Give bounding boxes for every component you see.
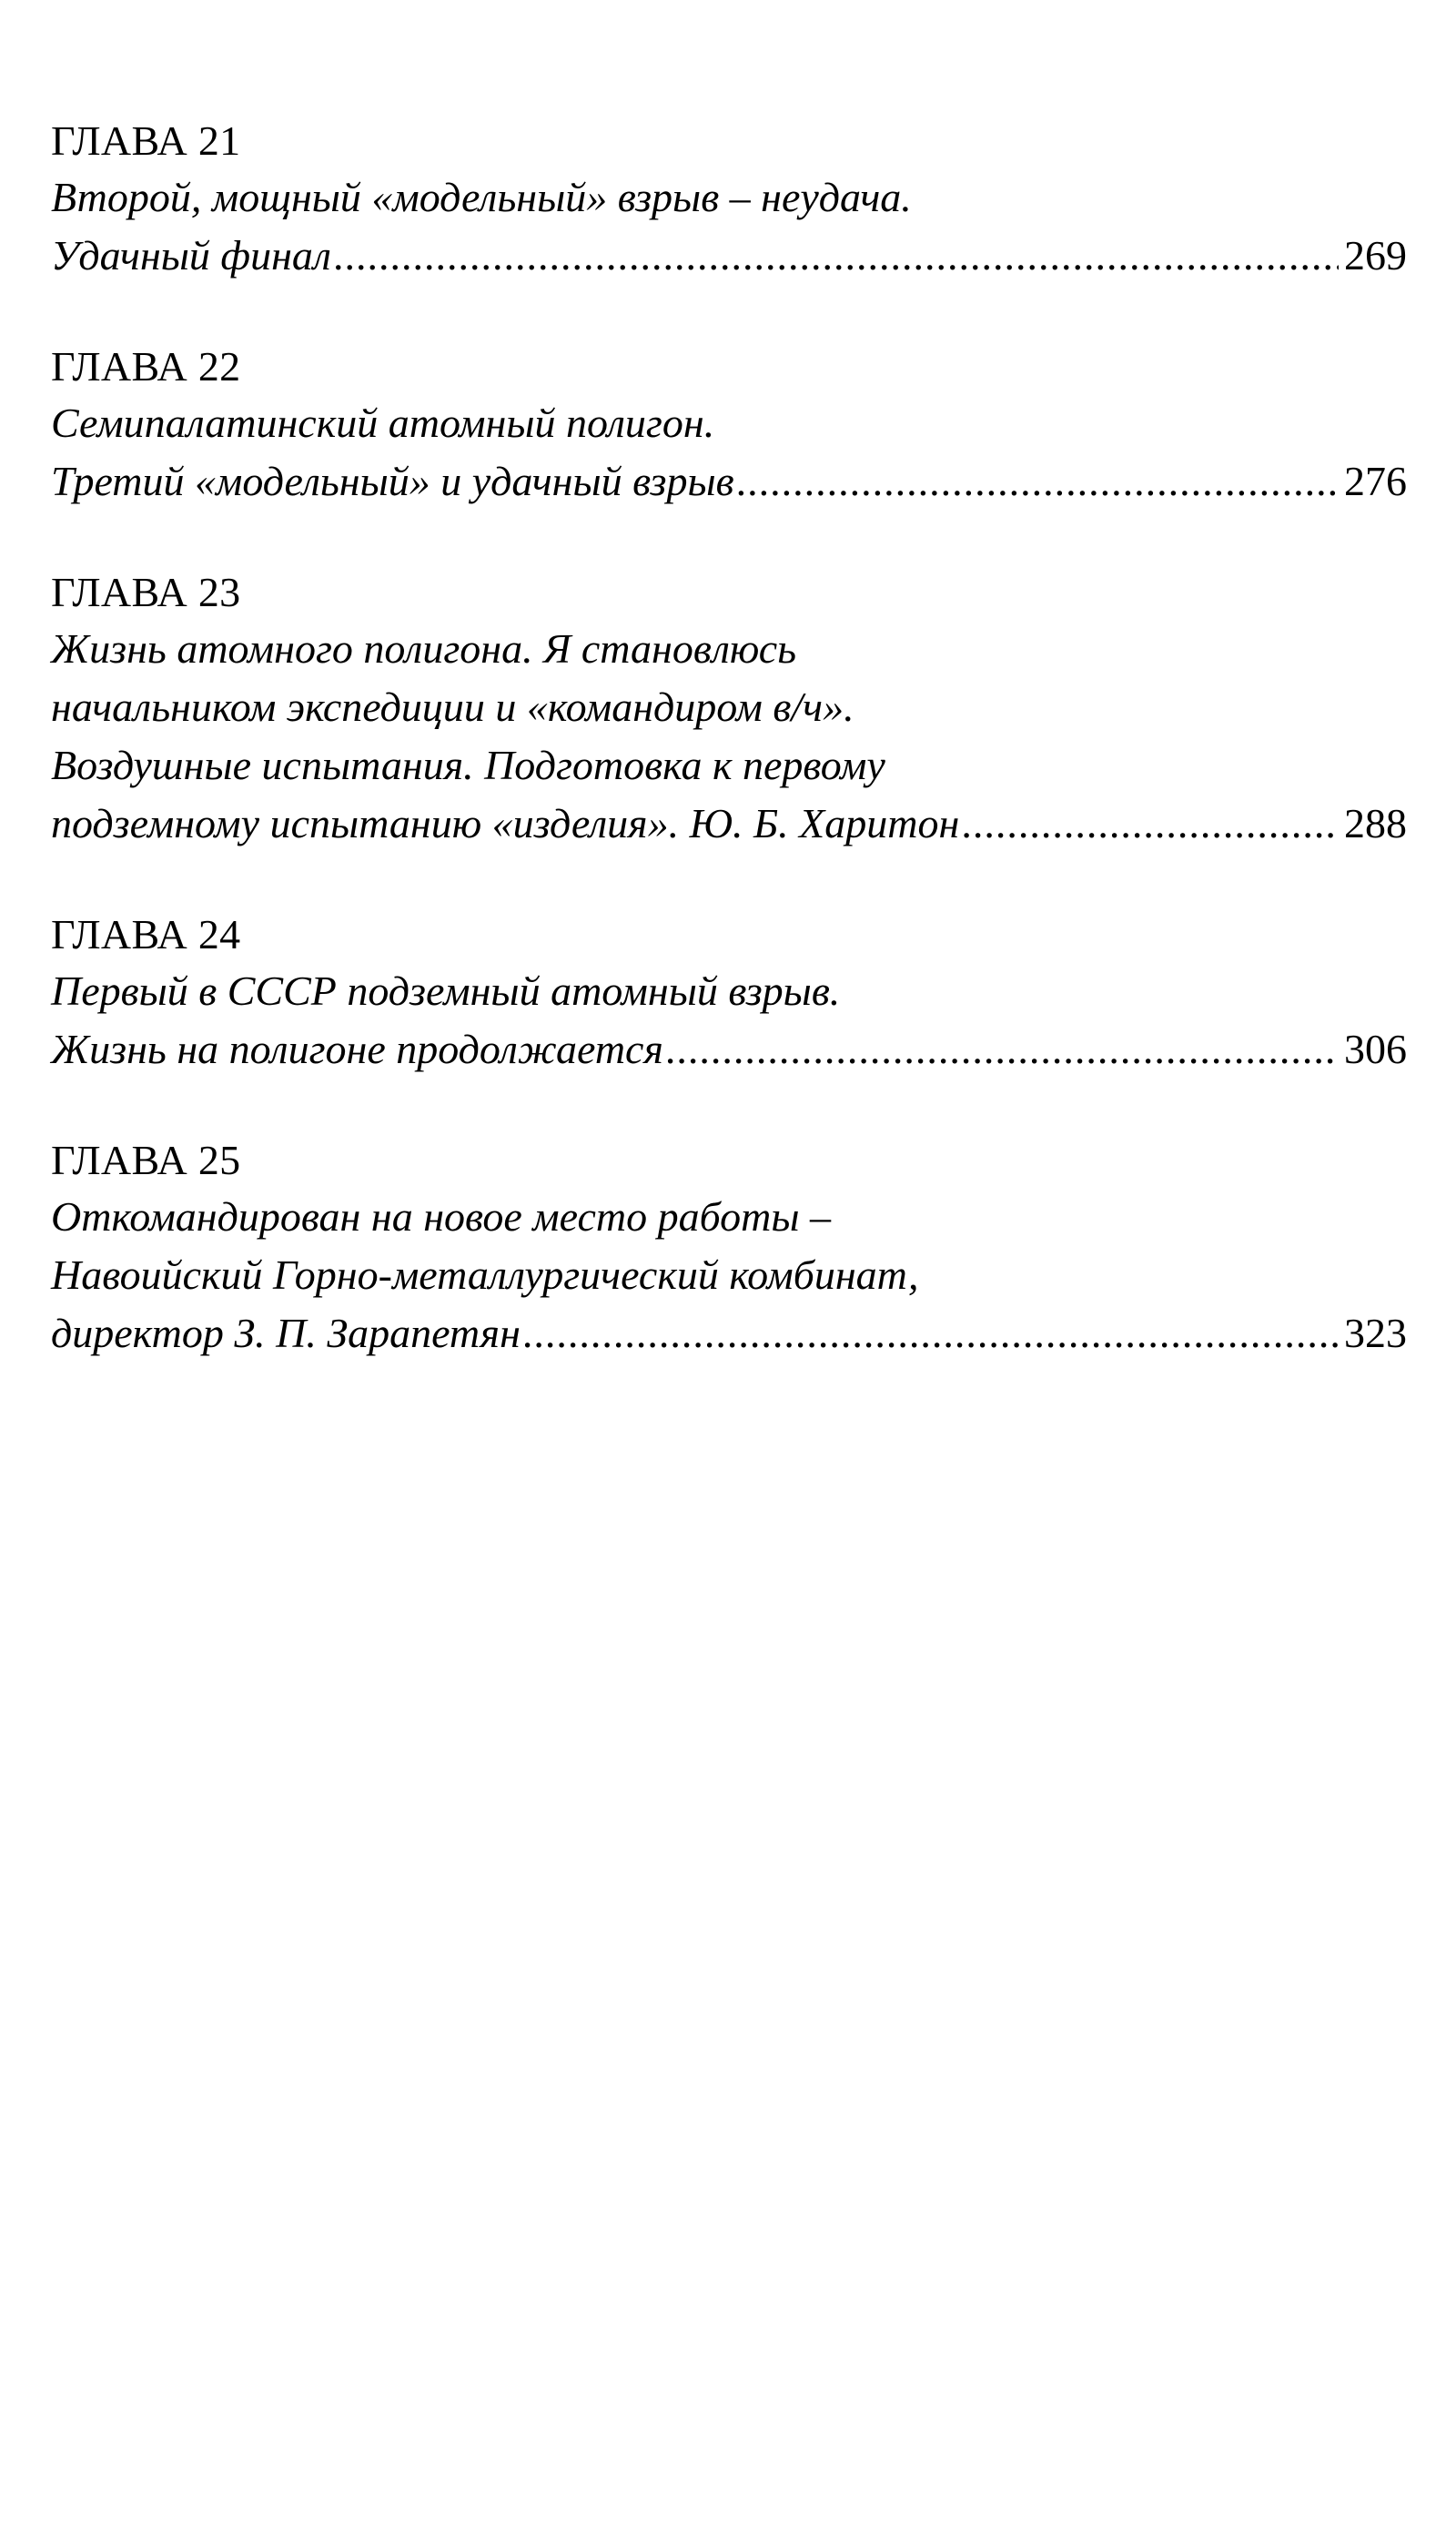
chapter-title-line: Навоийский Горно-металлургический комбинат, xyxy=(51,1251,919,1298)
chapter-heading: ГЛАВА 23 xyxy=(51,569,241,615)
chapter-title-line: Жизнь на полигоне продолжается xyxy=(51,1026,663,1072)
dot-leader xyxy=(959,795,1339,853)
chapter-title-line: Удачный финал xyxy=(51,232,331,279)
chapter-title-last-line xyxy=(51,795,1407,853)
chapter-heading: ГЛАВА 22 xyxy=(51,343,241,390)
chapter-title-line: Семипалатинский атомный полигон. xyxy=(51,400,715,446)
page-number: 288 xyxy=(1344,800,1407,846)
chapter-heading: ГЛАВА 21 xyxy=(51,117,241,164)
chapter-title-line: Воздушные испытания. Подготовка к первому xyxy=(51,742,885,788)
chapter-heading: ГЛАВА 24 xyxy=(51,911,241,958)
chapter-title-last-line xyxy=(51,1304,1407,1363)
toc-entry-chapter-24 xyxy=(51,907,1407,1079)
toc-entry-chapter-23 xyxy=(51,565,1407,853)
toc-entry-chapter-25 xyxy=(51,1133,1407,1363)
dot-leader xyxy=(331,227,1339,285)
chapter-title-last-line xyxy=(51,227,1407,285)
chapter-title-line: директор З. П. Зарапетян xyxy=(51,1310,521,1356)
dot-leader xyxy=(521,1304,1339,1363)
page-number: 276 xyxy=(1344,458,1407,504)
toc-entry-chapter-22 xyxy=(51,339,1407,511)
table-of-contents xyxy=(51,114,1407,1417)
chapter-title-last-line xyxy=(51,1020,1407,1079)
dot-leader xyxy=(663,1020,1339,1079)
chapter-title-line: подземному испытанию «изделия». Ю. Б. Харитон xyxy=(51,800,960,846)
chapter-title-line: Жизнь атомного полигона. Я становлюсь xyxy=(51,625,797,672)
chapter-title-line: Первый в СССР подземный атомный взрыв. xyxy=(51,968,841,1014)
page-number: 306 xyxy=(1344,1026,1407,1072)
toc-entry-chapter-21 xyxy=(51,114,1407,285)
chapter-heading: ГЛАВА 25 xyxy=(51,1137,241,1183)
page-number: 323 xyxy=(1344,1310,1407,1356)
chapter-title-line: Третий «модельный» и удачный взрыв xyxy=(51,458,734,504)
chapter-title-last-line xyxy=(51,452,1407,511)
chapter-title-line: начальником экспедиции и «командиром в/ч». xyxy=(51,684,854,730)
dot-leader xyxy=(734,452,1339,511)
page-number: 269 xyxy=(1344,232,1407,279)
chapter-title-line: Откомандирован на новое место работы – xyxy=(51,1193,831,1240)
chapter-title-line: Второй, мощный «модельный» взрыв – неудача. xyxy=(51,174,912,220)
